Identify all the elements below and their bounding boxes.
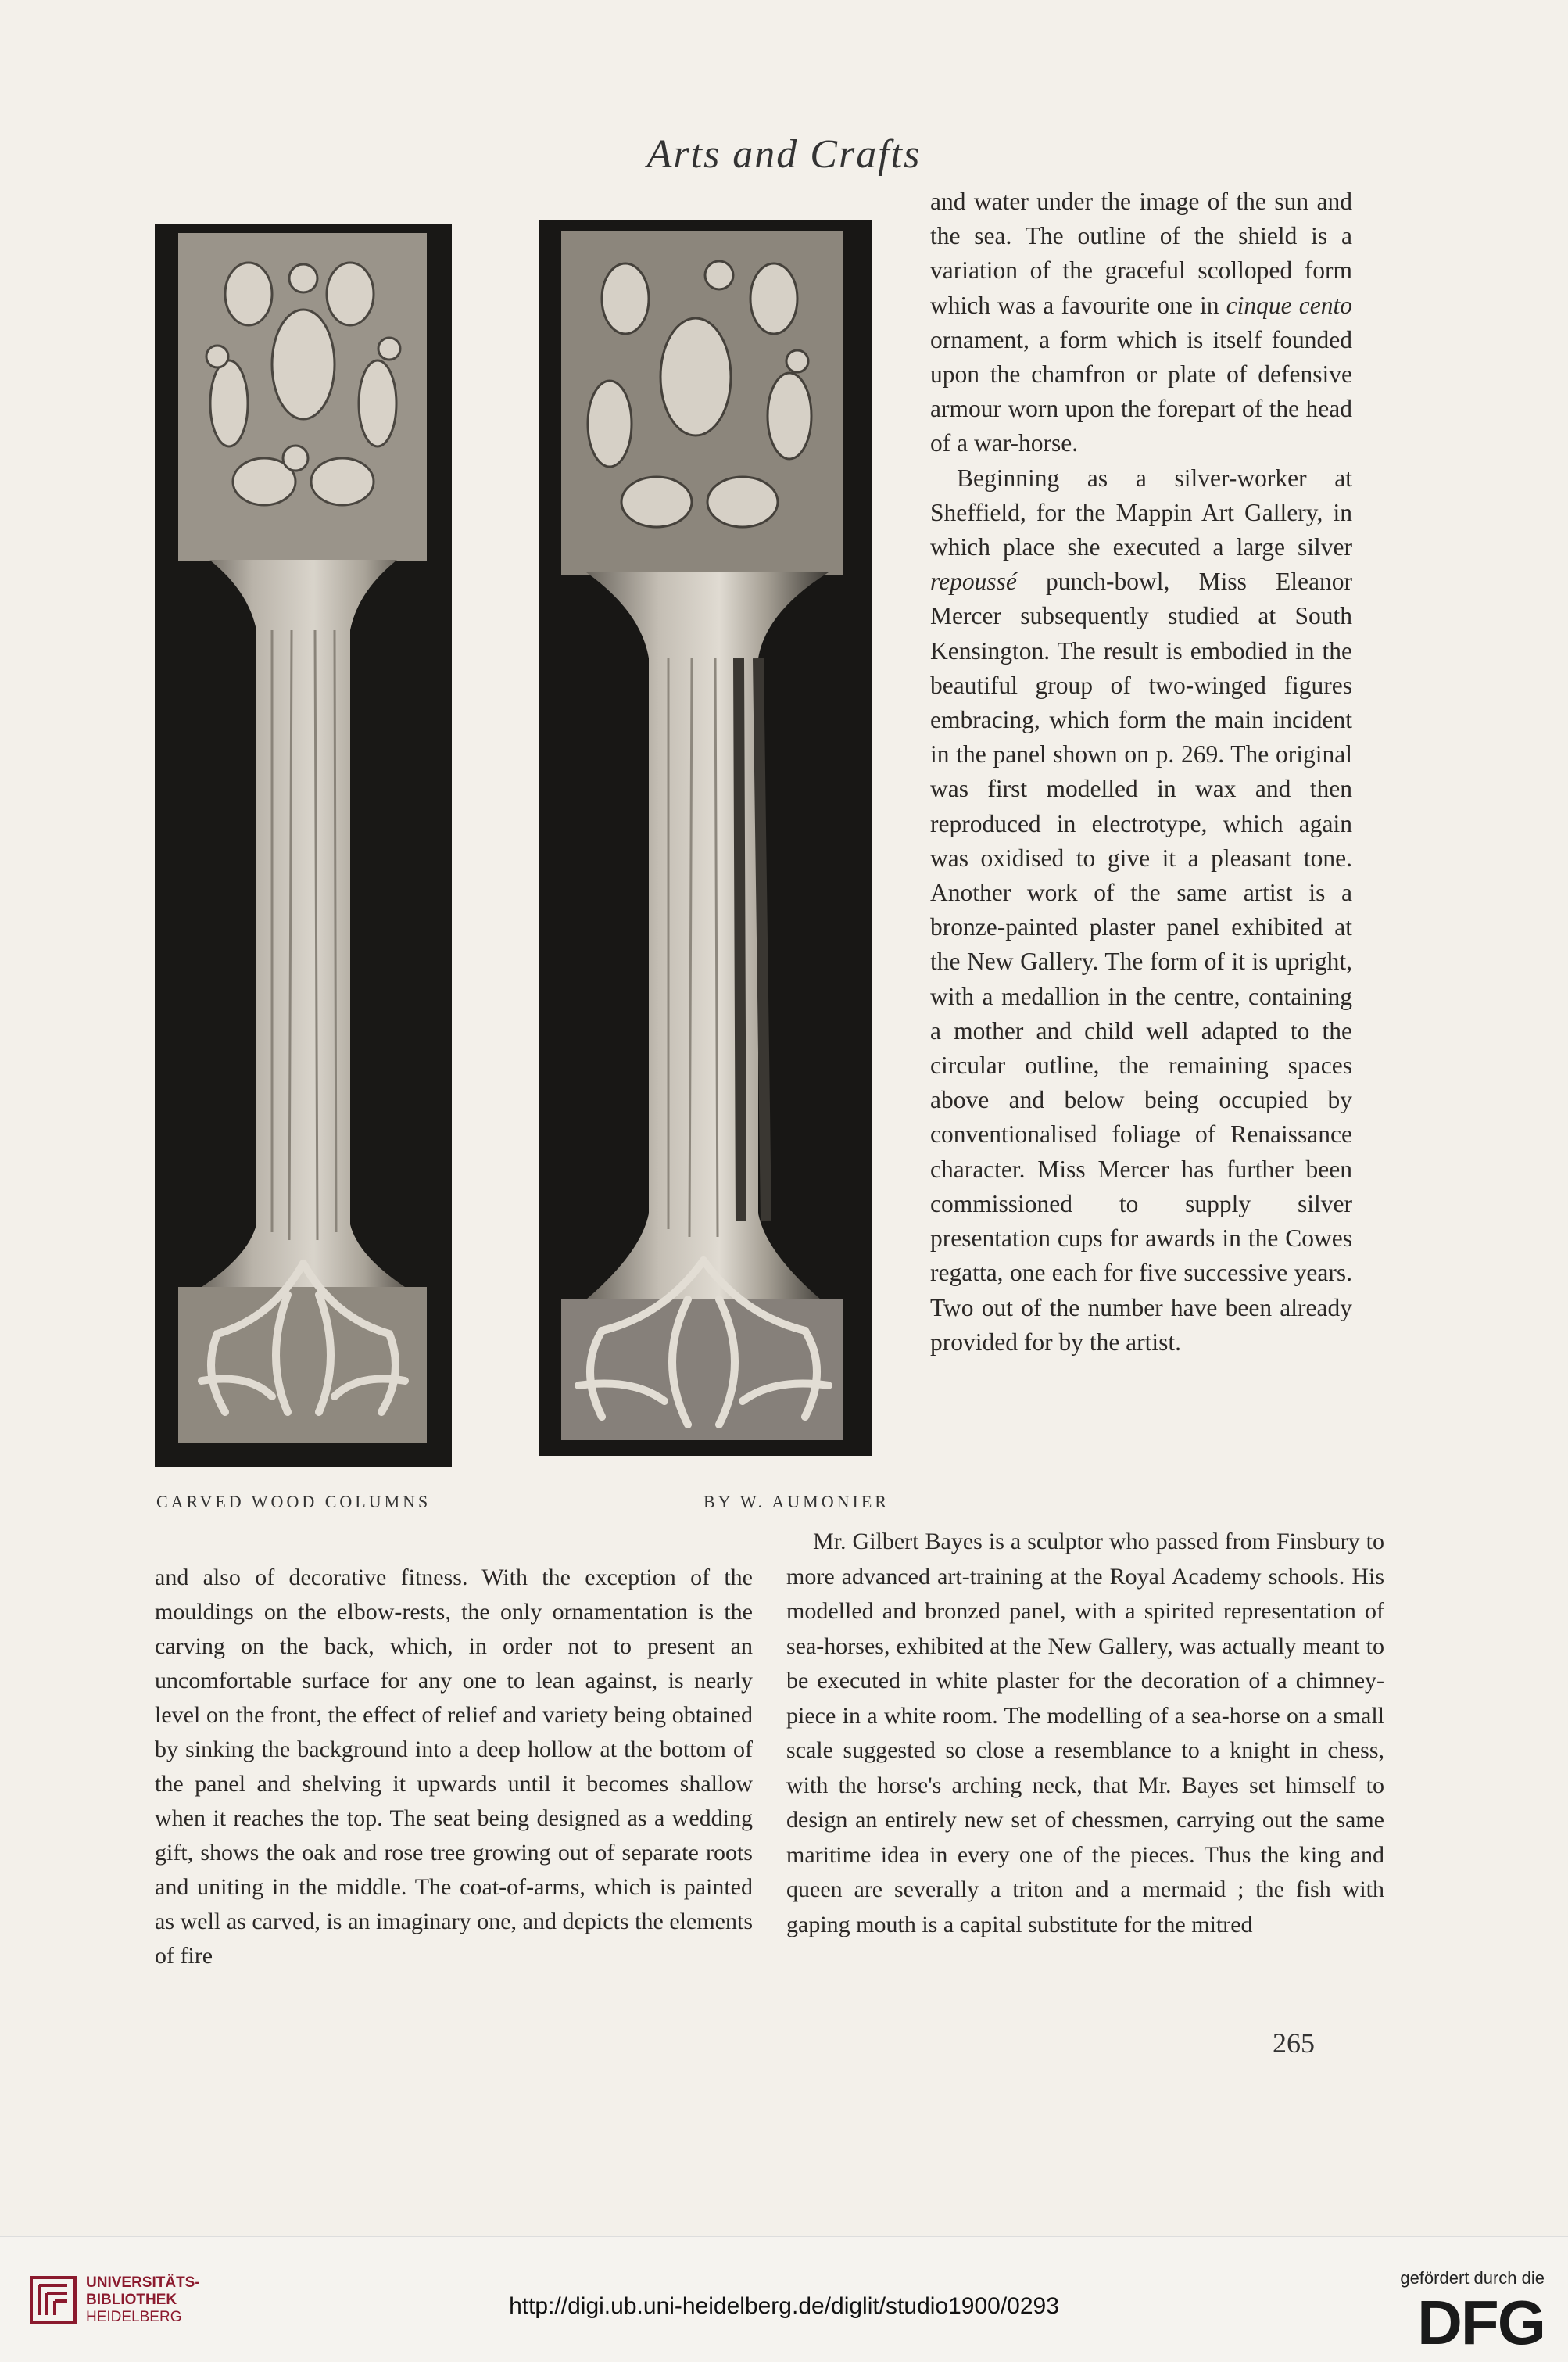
source-url-link[interactable]: http://digi.ub.uni-heidelberg.de/diglit/studio1900/0293 [509,2293,1059,2319]
paragraph-shield: and water under the image of the sun and the sea. The outline of the shield is a variation of the graceful scolloped form which was a favourite one in cinque cento ornament, a form which is itself founded upon the chamfron or plate of defensive armour worn upon the forepart of the head of a war-horse. [930,188,1352,457]
text-column-right-lower [786,1525,1384,1942]
sponsor-text: gefördert durch die [1400,2268,1545,2288]
text-column-left-lower [155,1561,753,1973]
carved-column-photo-right [539,220,872,1456]
page-number: 265 [1273,2027,1315,2059]
dfg-logo: DFG [1417,2288,1545,2357]
library-name-line2: BIBLIOTHEK [86,2292,177,2308]
paragraph-bayes: Mr. Gilbert Bayes is a sculptor who passed from Finsbury to more advanced art-training at the Royal Academy schools. His modelled and bronzed panel, with a spirited representation of sea-horses, exhibited at the New Gallery, was actually meant to be executed in white plaster for the decoration of a chimney-piece in a white room. The modelling of a sea-horse on a small scale suggested so close a resemblance to a knight in chess, with the horse's arching neck, that Mr. Bayes set himself to design an entirely new set of chessmen, carrying out the same maritime idea in every one of the pieces. Thus the king and queen are severally a triton and a mermaid ; the fish with gaping mouth is a capital substitute for the mitred [786,1529,1384,1937]
text-column-right-upper [930,185,1352,1360]
footer-bar [0,2236,1568,2362]
library-name-line1: UNIVERSITÄTS- [86,2274,200,2291]
running-title: Arts and Crafts [646,132,922,177]
figure-caption-left: CARVED WOOD COLUMNS [156,1492,431,1511]
library-name-line3: HEIDELBERG [86,2309,182,2325]
figure-caption-right: BY W. AUMONIER [703,1492,890,1511]
paragraph-decorative-fitness: and also of decorative fitness. With the exception of the mouldings on the elbow-rests, the only ornamentation is the carving on the back, which, in order not to present an uncomfortable surface for any one to lean against, is nearly level on the front, the effect of relief and variety being obtained by sinking the background into a deep hollow at the bottom of the panel and shelving it upwards until it becomes shallow when it reaches the top. The seat being designed as a wedding gift, shows the oak and rose tree growing out of separate roots and uniting in the middle. The coat-of-arms, which is painted as well as carved, is an imaginary one, and depicts the elements of fire [155,1565,753,1969]
carved-column-photo-left [155,224,452,1467]
paragraph-mercer: Beginning as a silver-worker at Sheffield, for the Mappin Art Gallery, in which place she executed a large silver repoussé punch-bowl, Miss Eleanor Mercer subsequently studied at South Kensington. The result is embodied in the beautiful group of two-winged figures embracing, which form the main incident in the panel shown on p. 269. The original was first modelled in wax and then reproduced in electrotype, which again was oxidised to give it a pleasant tone. Another work of the same artist is a bronze-painted plaster panel exhibited at the New Gallery. The form of it is upright, with a medallion in the centre, containing a mother and child well adapted to the circular outline, the remaining spaces above and below being occupied by conventionalised foliage of Renaissance character. Miss Mercer has further been commissioned to supply silver presentation cups for awards in the Cowes regatta, one each for five successive years. Two out of the number have been already provided for by the artist. [930,464,1352,1356]
